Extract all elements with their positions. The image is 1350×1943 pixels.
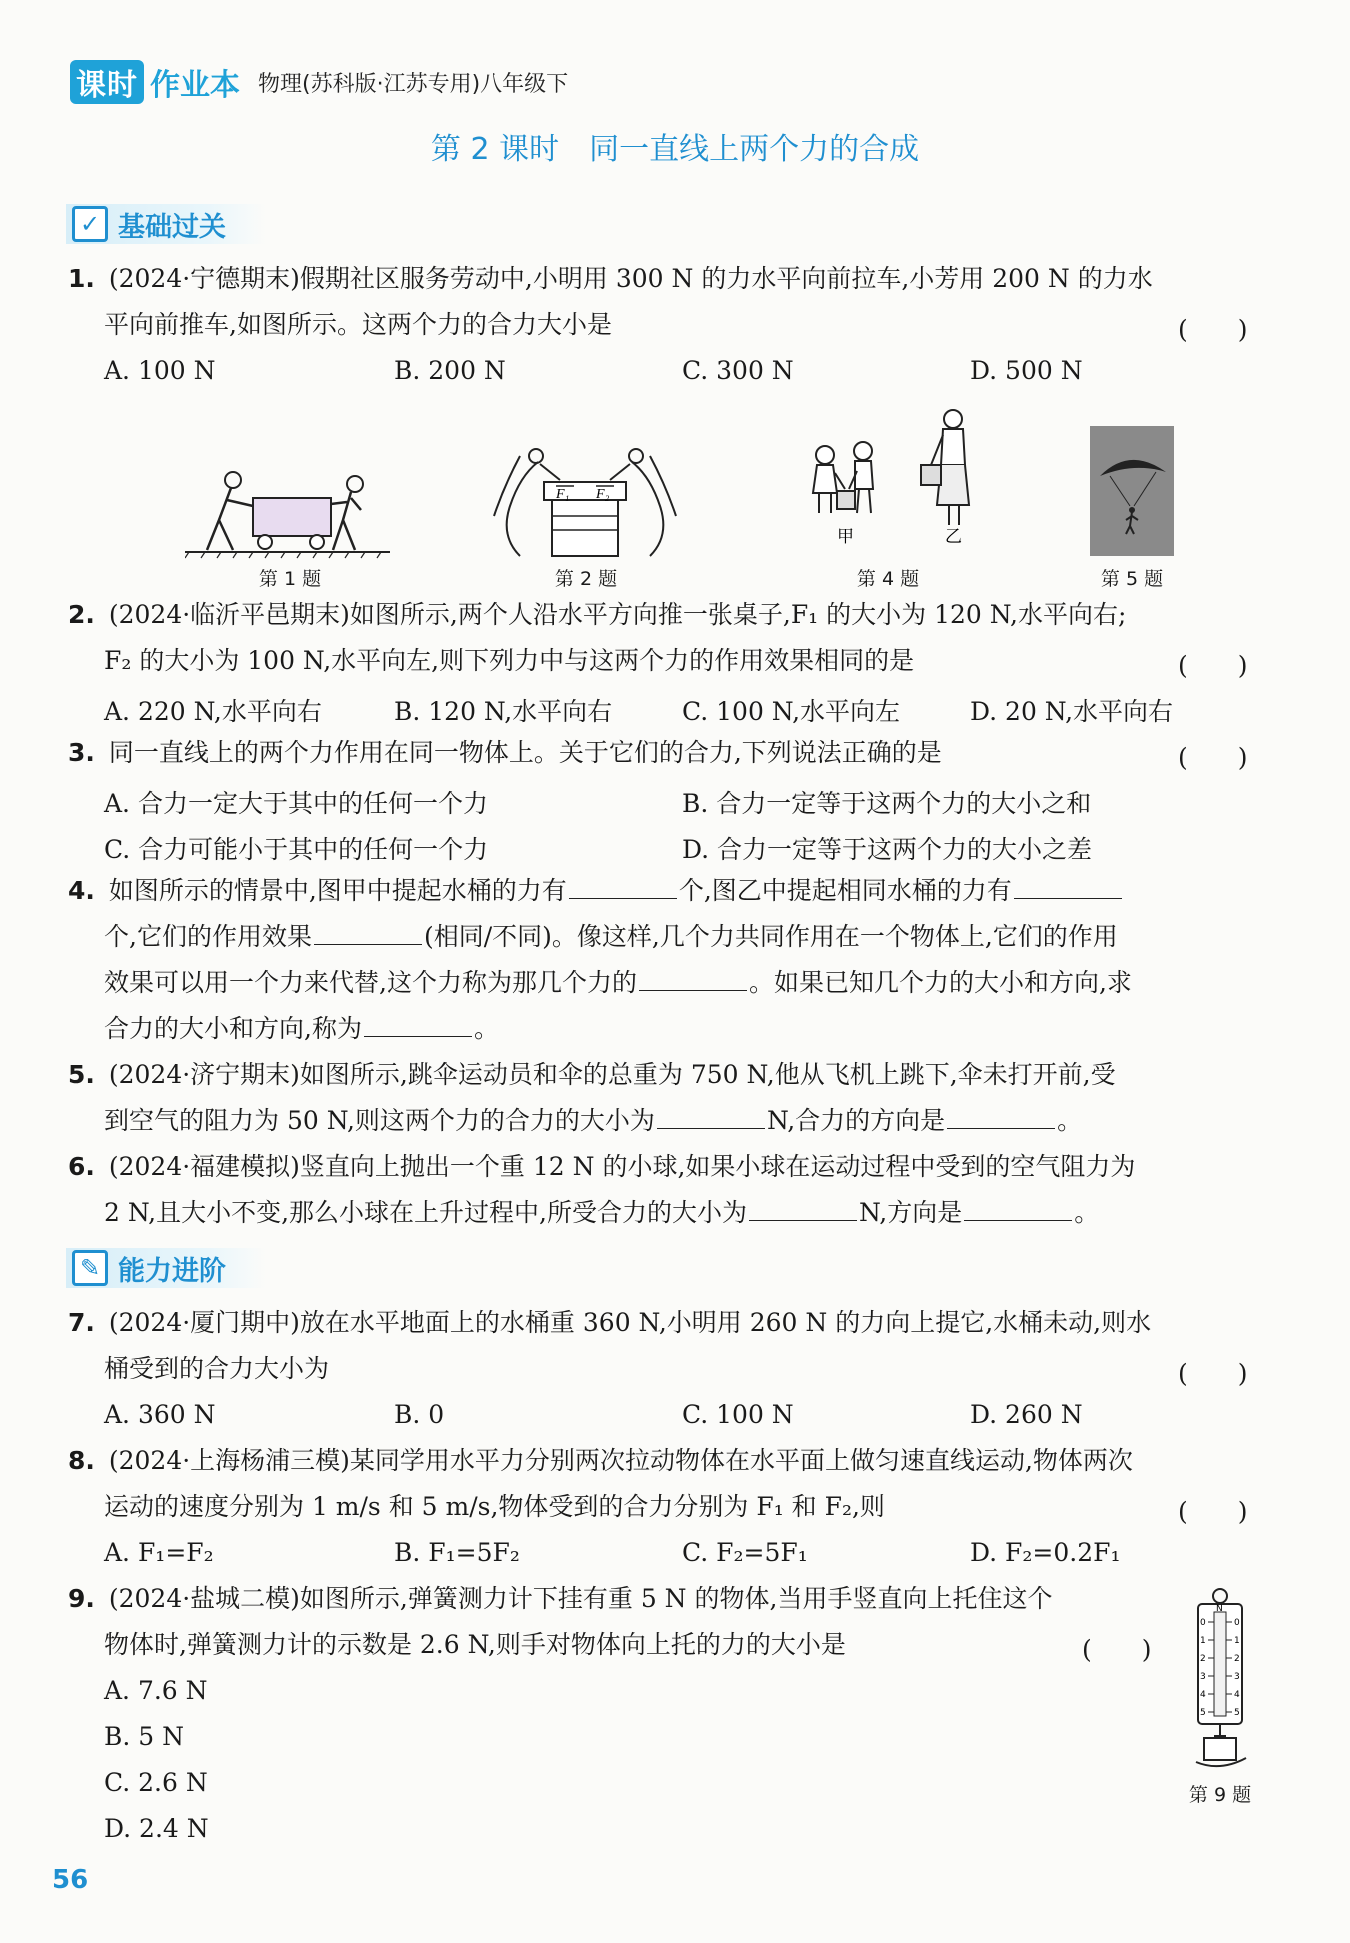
q8-option-d[interactable]: D. F₂=0.2F₁	[970, 1538, 1121, 1567]
section-advanced-label: 能力进阶	[118, 1255, 226, 1287]
q8-number: 8.	[68, 1446, 95, 1475]
q4-blank-4[interactable]	[639, 968, 747, 991]
q6-line1	[68, 1144, 1135, 1190]
scale-tick-3-right: 3	[1234, 1672, 1240, 1682]
q5-blank-2[interactable]	[947, 1106, 1055, 1129]
q9-option-b[interactable]: B. 5 N	[104, 1722, 184, 1751]
q3-answer-paren: ( )	[1178, 743, 1248, 772]
q6-number: 6.	[68, 1152, 95, 1181]
q1-text1: (2024·宁德期末)假期社区服务劳动中,小明用 300 N 的力水平向前拉车,小芳用 200 N 的力水	[108, 264, 1153, 293]
section-basic	[66, 204, 266, 244]
brand-logo: 课时	[70, 60, 144, 104]
q3-option-d[interactable]: D. 合力一定等于这两个力的大小之差	[682, 835, 1093, 864]
q9-text1: (2024·盐城二模)如图所示,弹簧测力计下挂有重 5 N 的物体,当用手竖直向上托住这个	[108, 1584, 1053, 1613]
q7-number: 7.	[68, 1308, 95, 1337]
figure-9-caption: 第 9 题	[1188, 1784, 1252, 1806]
q7-line1	[68, 1300, 1151, 1346]
q2-option-d[interactable]: D. 20 N,水平向右	[970, 697, 1174, 726]
book-subject: 物理(苏科版·江苏专用)八年级下	[258, 71, 569, 97]
pencil-icon: ✎	[72, 1250, 108, 1286]
q4-text1a: 如图所示的情景中,图甲中提起水桶的力有	[108, 876, 567, 905]
q9-option-a[interactable]: A. 7.6 N	[104, 1676, 208, 1705]
q3-option-a[interactable]: A. 合力一定大于其中的任何一个力	[104, 789, 488, 818]
lesson-title: 第 2 课时 同一直线上两个力的合成	[430, 132, 920, 167]
label-yi: 乙	[945, 527, 962, 545]
q1-answer-paren: ( )	[1178, 315, 1248, 344]
q6-blank-2[interactable]	[964, 1198, 1072, 1221]
q1-line2: 平向前推车,如图所示。这两个力的合力大小是	[104, 310, 612, 339]
scale-tick-4: 4	[1200, 1690, 1206, 1700]
q8-answer-paren: ( )	[1178, 1497, 1248, 1526]
page-number: 56	[52, 1865, 89, 1895]
scale-tick-0: 0	[1200, 1618, 1206, 1628]
q3-option-b[interactable]: B. 合力一定等于这两个力的大小之和	[682, 789, 1092, 818]
figure-4-bucket	[785, 405, 995, 545]
q8-text1: (2024·上海杨浦三模)某同学用水平力分别两次拉动物体在水平面上做匀速直线运动,物体两次	[108, 1446, 1133, 1475]
q6-text2c: 。	[1074, 1198, 1100, 1227]
q2-text1: (2024·临沂平邑期末)如图所示,两个人沿水平方向推一张桌子,F₁ 的大小为 120 N,水平向右;	[108, 600, 1127, 629]
q5-text2c: 。	[1057, 1106, 1083, 1135]
q2-option-b[interactable]: B. 120 N,水平向右	[394, 697, 613, 726]
q2-option-c[interactable]: C. 100 N,水平向左	[682, 697, 901, 726]
q1-number: 1.	[68, 264, 95, 293]
q7-option-c[interactable]: C. 100 N	[682, 1400, 794, 1429]
q9-line1	[68, 1576, 1052, 1622]
q7-line2: 桶受到的合力大小为	[104, 1354, 330, 1383]
q4-line4	[104, 1006, 499, 1052]
q4-text2a: 个,它们的作用效果	[104, 922, 312, 951]
q5-blank-1[interactable]	[657, 1106, 765, 1129]
section-basic-label: 基础过关	[118, 211, 226, 243]
q5-text2b: N,合力的方向是	[766, 1106, 946, 1135]
scale-tick-1: 1	[1200, 1636, 1206, 1646]
q2-option-a[interactable]: A. 220 N,水平向右	[104, 697, 322, 726]
q9-answer-paren: ( )	[1082, 1635, 1152, 1664]
q5-line1	[68, 1052, 1116, 1098]
q4-line2	[104, 914, 1118, 960]
q8-option-c[interactable]: C. F₂=5F₁	[682, 1538, 808, 1567]
q6-blank-1[interactable]	[749, 1198, 857, 1221]
scale-tick-4-right: 4	[1234, 1690, 1240, 1700]
q3-text1: 同一直线上的两个力作用在同一物体上。关于它们的合力,下列说法正确的是	[108, 738, 942, 767]
scale-tick-5-right: 5	[1234, 1708, 1240, 1718]
figure-2-caption: 第 2 题	[554, 568, 618, 590]
figure-1-caption: 第 1 题	[258, 568, 322, 590]
brand-name: 作业本	[150, 68, 240, 103]
q2-line2: F₂ 的大小为 100 N,水平向左,则下列力中与这两个力的作用效果相同的是	[104, 646, 915, 675]
q9-option-d[interactable]: D. 2.4 N	[104, 1814, 209, 1843]
q6-text1: (2024·福建模拟)竖直向上抛出一个重 12 N 的小球,如果小球在运动过程中受到的空气阻力为	[108, 1152, 1136, 1181]
scale-tick-2-right: 2	[1234, 1654, 1240, 1664]
q5-text1: (2024·济宁期末)如图所示,跳伞运动员和伞的总重为 750 N,他从飞机上跳下,伞未打开前,受	[108, 1060, 1116, 1089]
scale-unit: N	[1216, 1604, 1223, 1614]
q5-line2	[104, 1098, 1082, 1144]
label-F2: F₂	[596, 487, 610, 502]
q9-option-c[interactable]: C. 2.6 N	[104, 1768, 208, 1797]
figure-9-spring-scale	[1180, 1586, 1260, 1776]
scale-tick-5: 5	[1200, 1708, 1206, 1718]
q4-blank-5[interactable]	[364, 1014, 472, 1037]
q5-text2a: 到空气的阻力为 50 N,则这两个力的合力的大小为	[104, 1106, 655, 1135]
q1-option-d[interactable]: D. 500 N	[970, 356, 1083, 385]
q4-blank-3[interactable]	[314, 922, 422, 945]
q7-text1: (2024·厦门期中)放在水平地面上的水桶重 360 N,小明用 260 N 的力向上提它,水桶未动,则水	[108, 1308, 1152, 1337]
q4-text2b: (相同/不同)。像这样,几个力共同作用在一个物体上,它们的作用	[423, 922, 1118, 951]
q4-text4a: 合力的大小和方向,称为	[104, 1014, 362, 1043]
q8-option-b[interactable]: B. F₁=5F₂	[394, 1538, 520, 1567]
section-advanced	[66, 1248, 266, 1288]
figure-1-cart	[185, 470, 395, 560]
q6-line2	[104, 1190, 1099, 1236]
q4-blank-2[interactable]	[1014, 876, 1122, 899]
q3-option-c[interactable]: C. 合力可能小于其中的任何一个力	[104, 835, 489, 864]
q4-text3a: 效果可以用一个力来代替,这个力称为那几个力的	[104, 968, 637, 997]
q2-number: 2.	[68, 600, 95, 629]
parachutist-icon	[1090, 426, 1174, 556]
q7-answer-paren: ( )	[1178, 1359, 1248, 1388]
q4-text3b: 。如果已知几个力的大小和方向,求	[748, 968, 1132, 997]
q9-number: 9.	[68, 1584, 95, 1613]
q1-line1	[68, 256, 1153, 302]
q9-line2: 物体时,弹簧测力计的示数是 2.6 N,则手对物体向上托的力的大小是	[104, 1630, 846, 1659]
q2-line1	[68, 592, 1126, 638]
scale-tick-1-right: 1	[1234, 1636, 1240, 1646]
q1-option-b[interactable]: B. 200 N	[394, 356, 506, 385]
q4-blank-1[interactable]	[569, 876, 677, 899]
q7-option-a[interactable]: A. 360 N	[104, 1400, 216, 1429]
q8-line2: 运动的速度分别为 1 m/s 和 5 m/s,物体受到的合力分别为 F₁ 和 F₂,则	[104, 1492, 885, 1521]
q4-number: 4.	[68, 876, 95, 905]
scale-tick-3: 3	[1200, 1672, 1206, 1682]
label-jia: 甲	[837, 527, 854, 545]
q7-option-b[interactable]: B. 0	[394, 1400, 445, 1429]
figure-4-caption: 第 4 题	[856, 568, 920, 590]
q8-line1	[68, 1438, 1133, 1484]
label-F1: F₁	[556, 487, 570, 502]
q1-option-c[interactable]: C. 300 N	[682, 356, 794, 385]
check-icon: ✓	[72, 206, 108, 242]
q5-number: 5.	[68, 1060, 95, 1089]
q4-text1b: 个,图乙中提起相同水桶的力有	[678, 876, 1012, 905]
q3-line1	[68, 730, 942, 776]
book-header	[70, 62, 568, 102]
q4-line1	[68, 868, 1124, 914]
figure-5-caption: 第 5 题	[1100, 568, 1164, 590]
scale-tick-2: 2	[1200, 1654, 1206, 1664]
q4-line3	[104, 960, 1132, 1006]
q8-option-a[interactable]: A. F₁=F₂	[104, 1538, 214, 1567]
scale-tick-0-right: 0	[1234, 1618, 1240, 1628]
q2-answer-paren: ( )	[1178, 651, 1248, 680]
q6-text2b: N,方向是	[858, 1198, 963, 1227]
q7-option-d[interactable]: D. 260 N	[970, 1400, 1083, 1429]
q1-option-a[interactable]: A. 100 N	[104, 356, 216, 385]
q6-text2a: 2 N,且大小不变,那么小球在上升过程中,所受合力的大小为	[104, 1198, 747, 1227]
q4-text4b: 。	[473, 1014, 499, 1043]
figure-5-photo	[1090, 426, 1174, 556]
figure-2-desk	[480, 446, 690, 560]
q3-number: 3.	[68, 738, 95, 767]
